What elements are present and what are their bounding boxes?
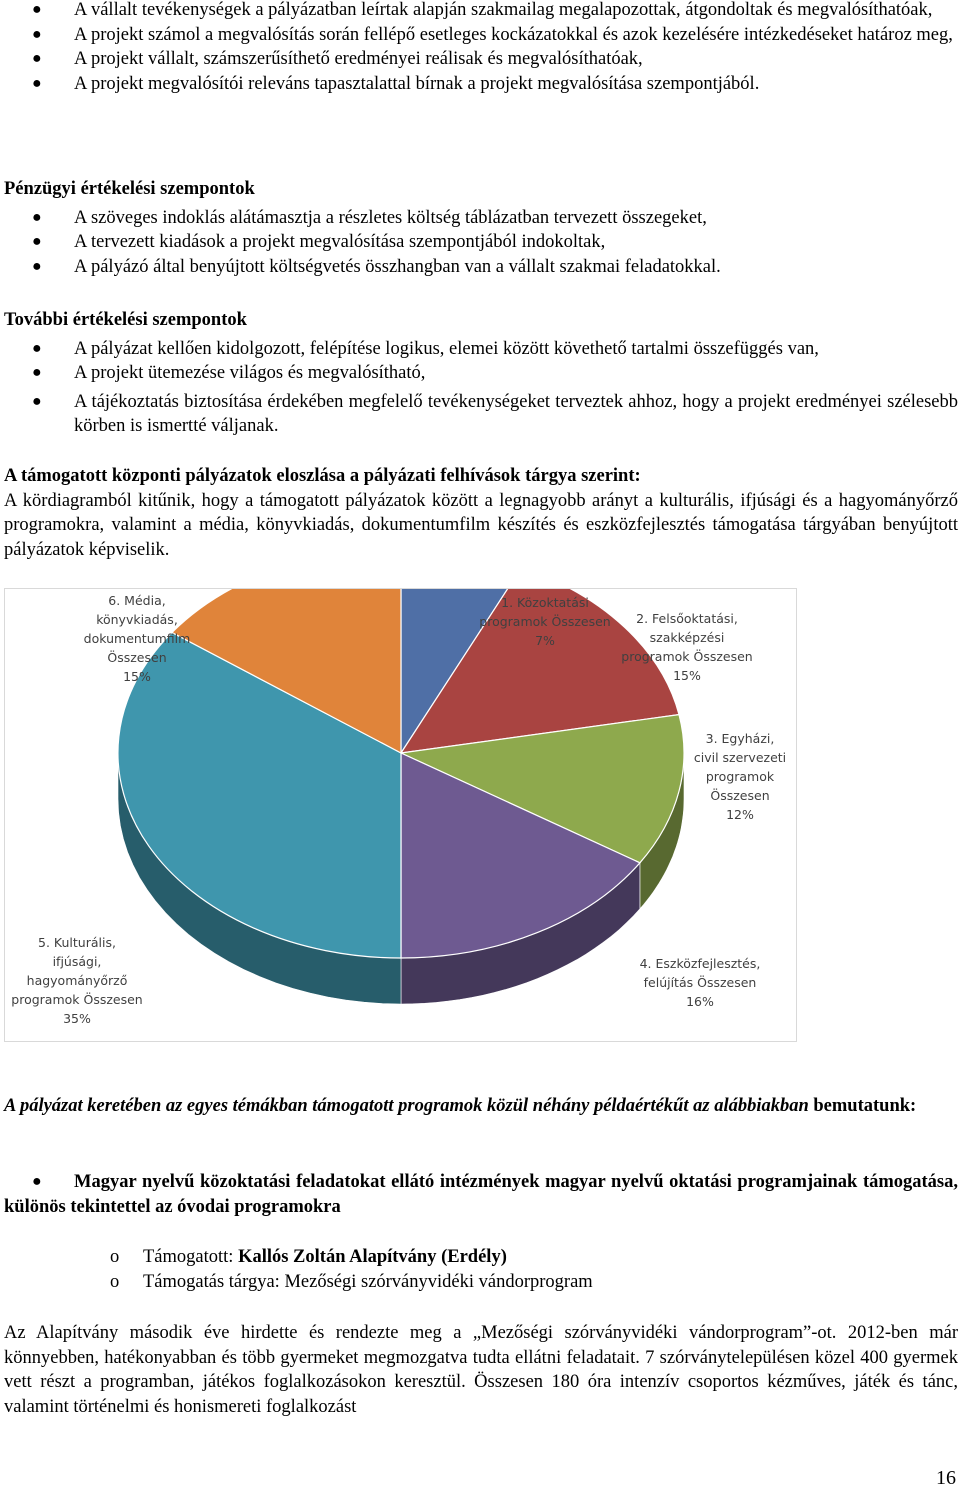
intro-criteria [4,0,958,96]
pie-slice-label: 1. Közoktatási programok Összesen 7% [479,595,611,648]
list-item: ● A vállalt tevékenységek a pályázatban leírtak alapján szakmailag megalapozottak, átgondoltak és megvalósíthatóak, [32,0,933,20]
list-item: ● A pályázó által benyújtott költségvetés összhangban van a vállalt szakmai feladatokkal. [32,256,721,277]
list-item: ● A projekt ütemezése világos és megvalósítható, [32,363,426,383]
intro-italic: A pályázat keretében az egyes témákban támogatott programok közül néhány példaértékűt az alábbiakban [4,1096,809,1116]
distribution-section [4,464,958,562]
list-item: ● A projekt számol a megvalósítás során fellépő esetleges kockázatokkal és azok kezelésére intézkedéseket határoz meg, [32,24,953,45]
pie-slice-label: 4. Eszközfejlesztés, felújítás Összesen 16% [639,956,761,1009]
paragraph: A kördiagramból kitűnik, hogy a támogatott pályázatok között a legnagyobb arányt a kulturális, ifjúsági és a hagyományőrző programokra, valamint a média, könyvkiadás, dokumentumfilm készítés és eszközfejlesztés támogatása tárgyában benyújtott pályázatok képviselik. [4,490,958,560]
examples-intro [4,1094,958,1119]
list-item: ● Magyar nyelvű közoktatási feladatokat ellátó intézmények magyar nyelvű oktatási programjainak támogatása, különös tekintettel az óvodai programokra [4,1172,958,1217]
pie-chart-svg [5,589,796,1041]
list-item: o Támogatott: Kallós Zoltán Alapítvány (Erdély) [110,1247,507,1267]
intro-tail: bemutatunk: [813,1096,917,1116]
list-item: ● A szöveges indoklás alátámasztja a részletes költség táblázatban tervezett összegeket, [32,207,707,228]
pie-slice-label: 5. Kulturális, ifjúsági, hagyományőrző programok Összesen 35% [11,935,143,1026]
section-heading: Pénzügyi értékelési szempontok [4,179,255,199]
example-topic [4,1170,958,1219]
further-criteria [4,308,958,439]
section-heading: További értékelési szempontok [4,310,247,330]
list-item: ● A projekt megvalósítói releváns tapasztalattal bírnak a projekt megvalósítása szempontjából. [32,73,760,94]
list-item: ● A pályázat kellően kidolgozott, felépítése logikus, elemei között követhető tartalmi összefüggés van, [32,338,819,359]
list-item: ● A tervezett kiadások a projekt megvalósítása szempontjából indokoltak, [32,232,606,252]
pie-slice-label: 2. Felsőoktatási, szakképzési programok Összesen 15% [621,611,753,683]
pie-chart [4,588,797,1042]
pie-slice-label: 3. Egyházi, civil szervezeti programok Összesen 12% [693,731,787,822]
page-number: 16 [936,1467,956,1489]
list-item: ● A projekt vállalt, számszerűsíthető eredményei reálisak és megvalósíthatóak, [32,49,643,69]
financial-criteria [4,177,958,279]
paragraph: Az Alapítvány második éve hirdette és rendezte meg a „Mezőségi szórványvidéki vándorprogram”-ot. 2012-ben már könnyebben, hatékonyabban és több gyermeket megmozgatva tudta ellátni feladatait. 7 szórványtelepülésen közel 400 gyermek vett részt a programban, játékos foglalkozásokon keresztül. Összesen 180 óra intenzív csoportos kézműves, játék és tánc, valamint történelmi és honismereti foglalkozást [4,1323,958,1417]
supported-organization: Kallós Zoltán Alapítvány (Erdély) [238,1247,507,1267]
pie-slice-label: 6. Média, könyvkiadás, dokumentumfilm Összesen 15% [83,593,191,684]
section-heading: A támogatott központi pályázatok eloszlása a pályázati felhívások tárgya szerint: [4,466,641,486]
list-item: o Támogatás tárgya: Mezőségi szórványvidéki vándorprogram [110,1271,593,1292]
list-item: ● A tájékoztatás biztosítása érdekében megfelelő tevékenységeket terveztek ahhoz, hogy a projekt eredményei szélesebb körben is ismertté váljanak. [32,391,958,436]
example-details [4,1245,958,1294]
